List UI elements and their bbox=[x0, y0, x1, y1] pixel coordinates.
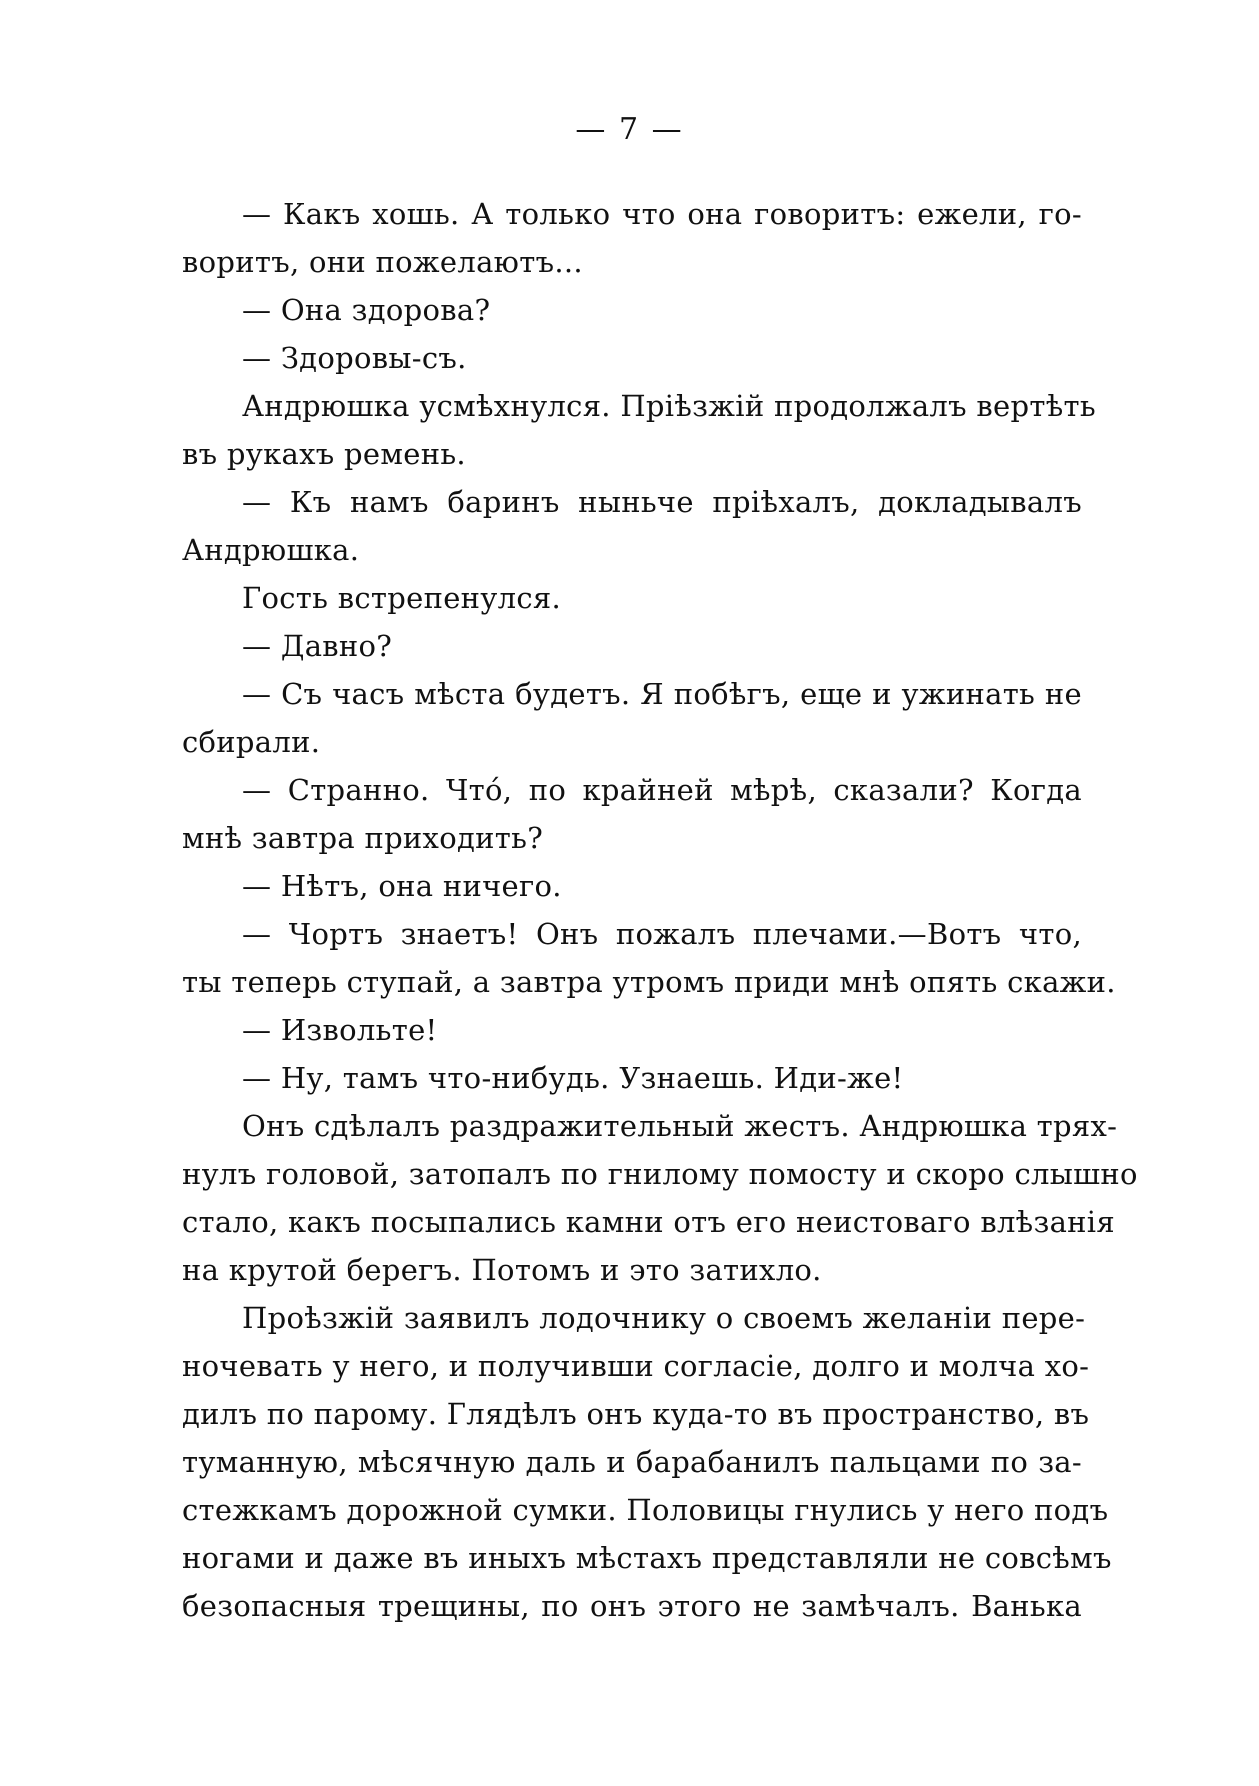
text-line: — Къ намъ баринъ ныньче пріѣхалъ, докладывалъ bbox=[242, 485, 1082, 519]
text-line: стало, какъ посыпались камни отъ его неистоваго влѣзанія bbox=[182, 1205, 1115, 1239]
text-line: дилъ по парому. Глядѣлъ онъ куда-то въ пространство, въ bbox=[182, 1397, 1090, 1431]
text-line: — Съ часъ мѣста будетъ. Я побѣгъ, еще и ужинать не bbox=[242, 677, 1082, 711]
text-line: на крутой берегъ. Потомъ и это затихло. bbox=[182, 1253, 822, 1287]
text-line: — Ну, тамъ что-нибудь. Узнаешь. Иди-же! bbox=[242, 1061, 904, 1095]
text-line: Проѣзжій заявилъ лодочнику о своемъ желаніи пере- bbox=[242, 1301, 1086, 1335]
text-line: воритъ, они пожелаютъ... bbox=[182, 245, 583, 279]
text-line: въ рукахъ ремень. bbox=[182, 437, 466, 471]
body-text bbox=[182, 190, 1138, 1630]
page-number: — 7 — bbox=[575, 112, 684, 147]
text-line: — Здоровы-съ. bbox=[242, 341, 467, 375]
text-line: безопасныя трещины, по онъ этого не замѣчалъ. Ванька bbox=[182, 1589, 1082, 1623]
text-line: — Странно. Что́, по крайней мѣрѣ, сказали? Когда bbox=[242, 773, 1082, 807]
text-line: Онъ сдѣлалъ раздражительный жестъ. Андрюшка трях- bbox=[242, 1109, 1118, 1143]
text-line: ты теперь ступай, а завтра утромъ приди мнѣ опять скажи. bbox=[182, 965, 1116, 999]
text-line: сбирали. bbox=[182, 725, 321, 759]
text-line: мнѣ завтра приходить? bbox=[182, 821, 544, 855]
text-line: — Она здорова? bbox=[242, 293, 491, 327]
text-line: Андрюшка усмѣхнулся. Пріѣзжій продолжалъ вертѣть bbox=[242, 389, 1096, 423]
text-line: ночевать у него, и получивши согласіе, долго и молча хо- bbox=[182, 1349, 1090, 1383]
text-line: — Нѣтъ, она ничего. bbox=[242, 869, 562, 903]
text-line: — Давно? bbox=[242, 629, 393, 663]
text-line: нулъ головой, затопалъ по гнилому помосту и скоро слышно bbox=[182, 1157, 1138, 1191]
text-line: — Извольте! bbox=[242, 1013, 438, 1047]
text-line: — Какъ хошь. А только что она говоритъ: ежели, го- bbox=[242, 197, 1082, 231]
text-line: стежкамъ дорожной сумки. Половицы гнулись у него подъ bbox=[182, 1493, 1109, 1527]
text-line: Гость встрепенулся. bbox=[242, 581, 562, 615]
text-line: — Чортъ знаетъ! Онъ пожалъ плечами.—Вотъ что, bbox=[242, 917, 1082, 951]
text-line: ногами и даже въ иныхъ мѣстахъ представляли не совсѣмъ bbox=[182, 1541, 1112, 1575]
text-line: Андрюшка. bbox=[182, 533, 360, 567]
text-line: туманную, мѣсячную даль и барабанилъ пальцами по за- bbox=[182, 1445, 1082, 1479]
